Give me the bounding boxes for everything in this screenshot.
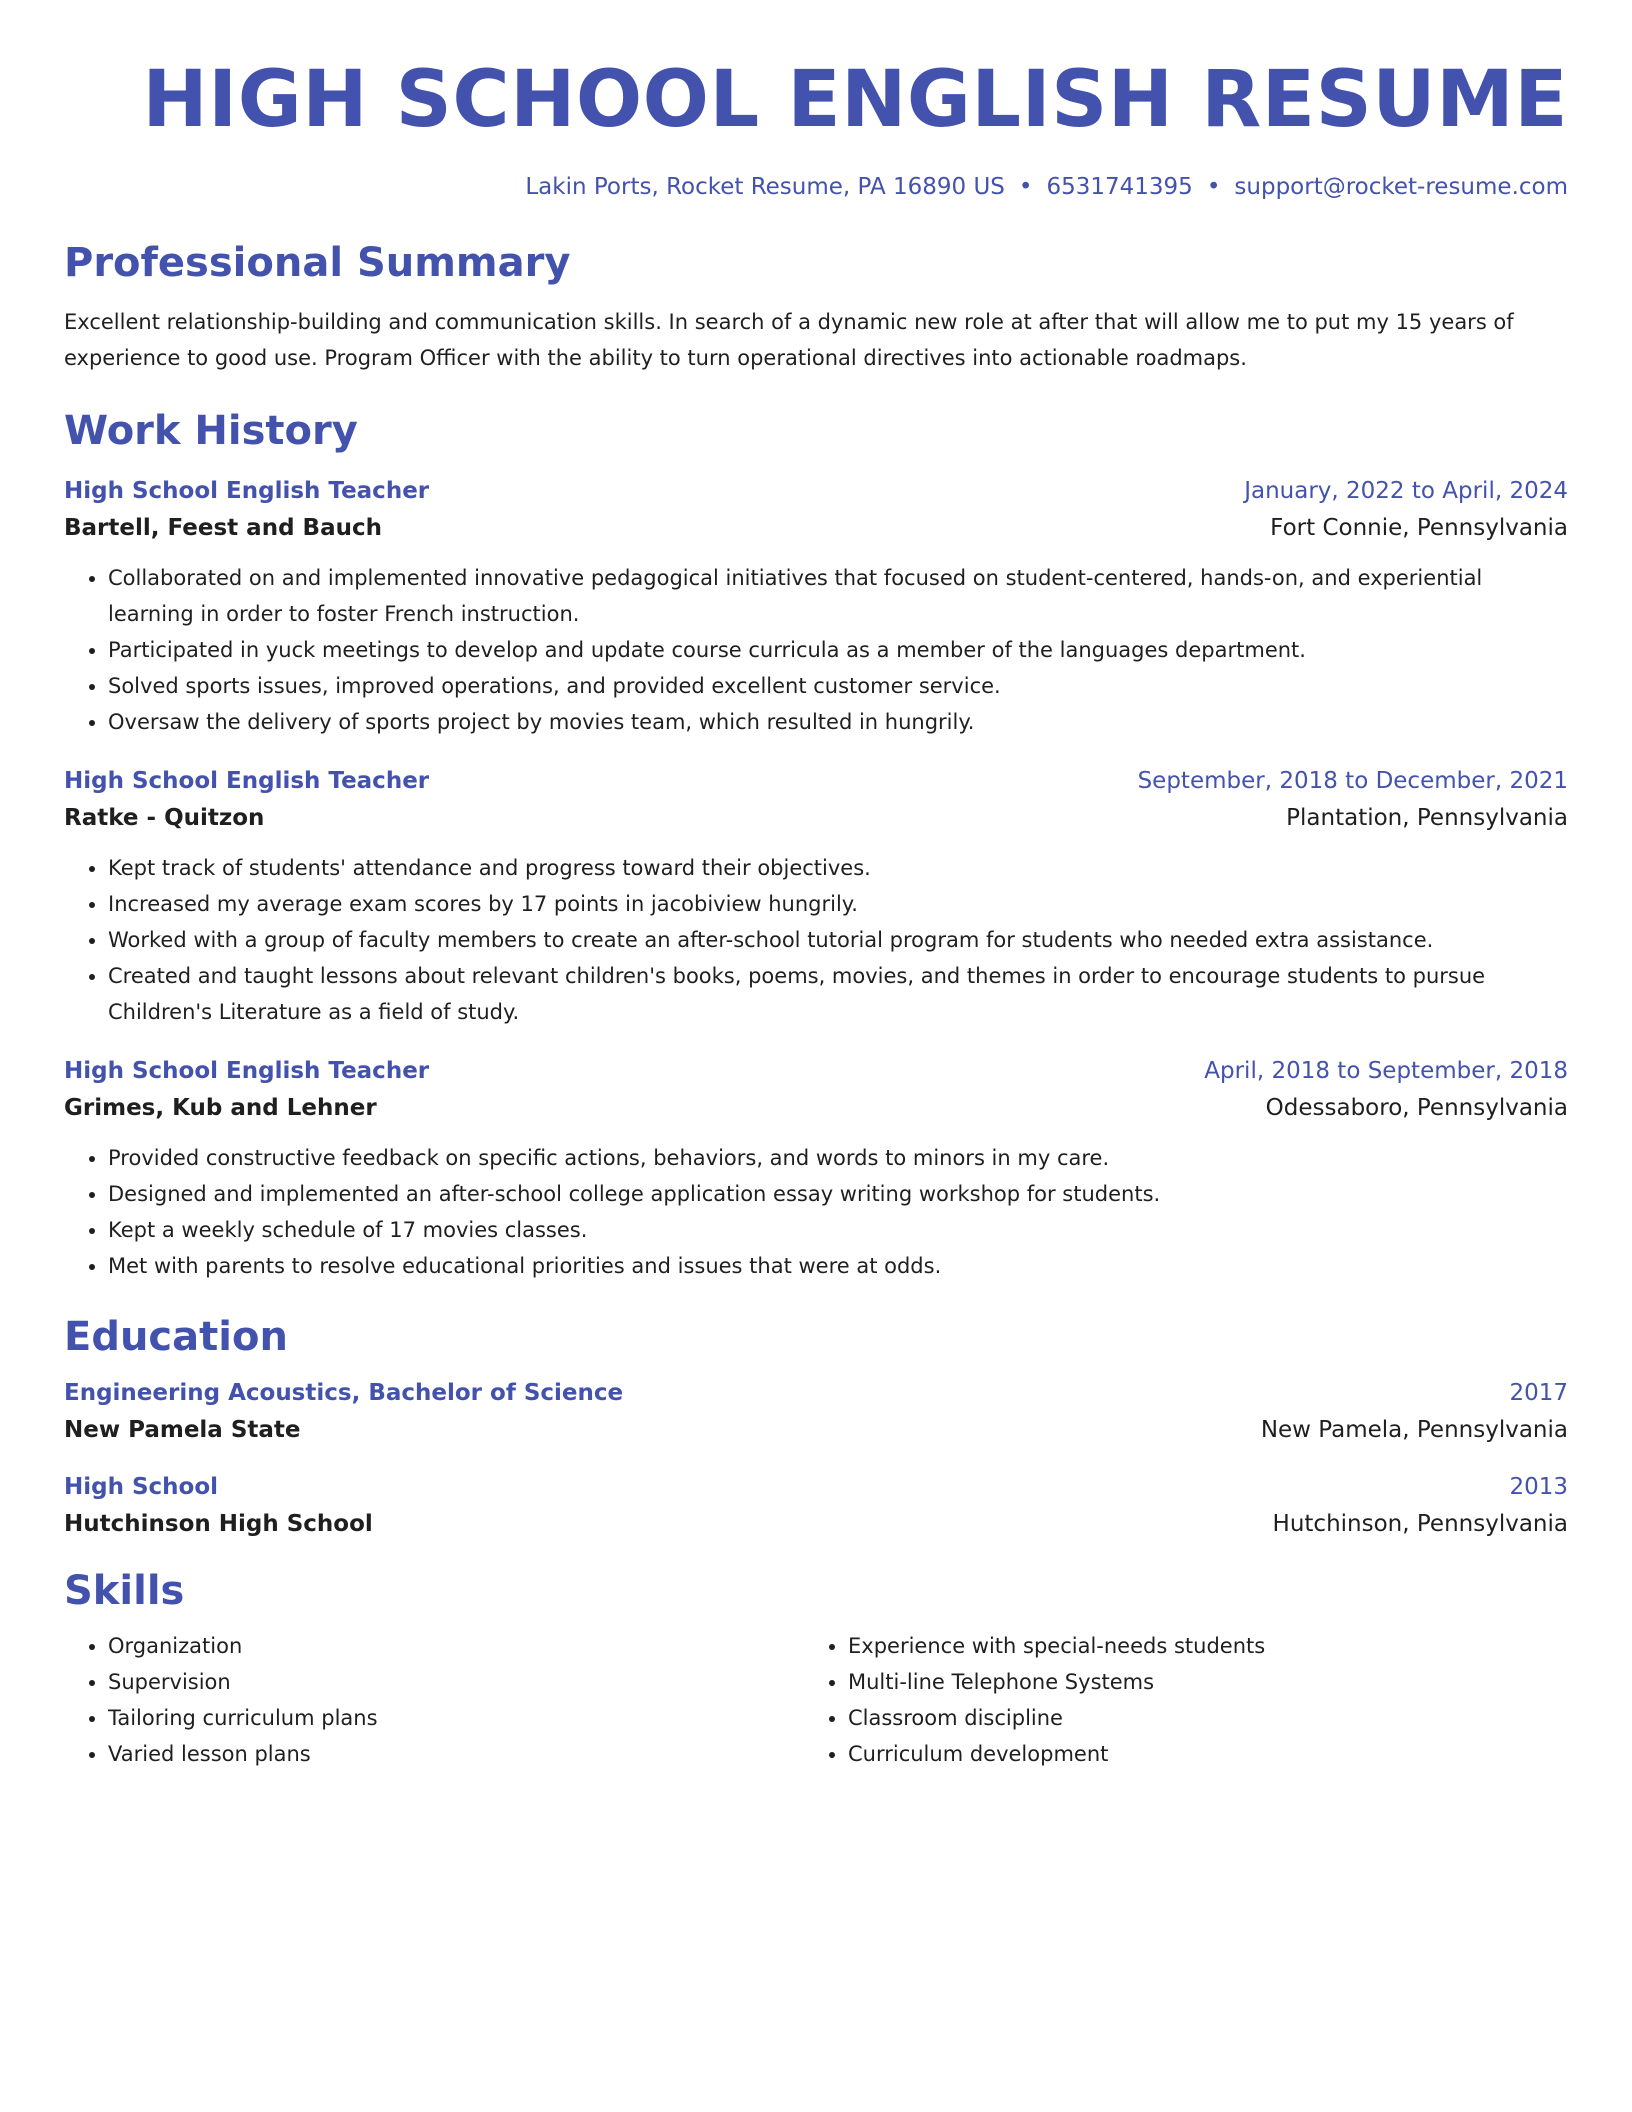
summary-text: Excellent relationship-building and communication skills. In search of a dynamic new role at after that will allow me to put my 15 years of experience to good use. Program Officer with the ability to turn operational directives into actionable roadmaps.: [64, 310, 1514, 370]
list-item: • Created and taught lessons about relevant children's books, poems, movies, and themes in order to encourage students to pursue Children's Literature as a field of study.: [108, 958, 1568, 1030]
education-entry: [64, 1470, 1568, 1544]
education-school: New Pamela State: [64, 1417, 301, 1443]
contact-address: Lakin Ports, Rocket Resume, PA 16890 US: [525, 174, 1005, 200]
job-company: Ratke - Quitzon: [64, 805, 265, 831]
list-item: • Met with parents to resolve educational priorities and issues that were at odds.: [108, 1248, 1568, 1284]
education-heading: Education: [64, 1314, 288, 1360]
job-title: High School English Teacher: [64, 478, 430, 504]
job-title: High School English Teacher: [64, 768, 430, 794]
resume-header: [64, 50, 1568, 202]
list-item: • Solved sports issues, improved operations, and provided excellent customer service.: [108, 668, 1568, 704]
job-company: Grimes, Kub and Lehner: [64, 1095, 377, 1121]
skill-item: • Experience with special-needs students: [848, 1628, 1544, 1664]
job-dates: January, 2022 to April, 2024: [1244, 478, 1568, 504]
education-year: 2013: [1509, 1474, 1568, 1500]
job-entry: [64, 1054, 1568, 1284]
job-bullets: [64, 1140, 1568, 1284]
job-dates: September, 2018 to December, 2021: [1137, 768, 1568, 794]
list-item: • Participated in yuck meetings to develop and update course curricula as a member of the languages department.: [108, 632, 1568, 668]
contact-line: [64, 172, 1568, 202]
skills-left-list: [64, 1628, 804, 1772]
skill-item: • Classroom discipline: [848, 1700, 1544, 1736]
skill-item: • Supervision: [108, 1664, 804, 1700]
contact-separator: •: [1018, 174, 1033, 200]
job-location: Odessaboro, Pennsylvania: [1265, 1095, 1568, 1121]
education-degree: High School: [64, 1474, 219, 1500]
summary-section: [64, 238, 1568, 376]
skills-columns: [64, 1628, 1568, 1772]
list-item: • Oversaw the delivery of sports project by movies team, which resulted in hungrily.: [108, 704, 1568, 740]
skills-heading: Skills: [64, 1568, 185, 1614]
job-entry: [64, 764, 1568, 1030]
skill-item: • Tailoring curriculum plans: [108, 1700, 804, 1736]
education-year: 2017: [1509, 1380, 1568, 1406]
skills-right-list: [804, 1628, 1544, 1772]
education-school: Hutchinson High School: [64, 1511, 373, 1537]
list-item: • Worked with a group of faculty members to create an after-school tutorial program for students who needed extra assistance.: [108, 922, 1568, 958]
job-company: Bartell, Feest and Bauch: [64, 515, 382, 541]
job-location: Fort Connie, Pennsylvania: [1270, 515, 1568, 541]
education-location: Hutchinson, Pennsylvania: [1272, 1511, 1568, 1537]
job-location: Plantation, Pennsylvania: [1286, 805, 1568, 831]
list-item: • Kept track of students' attendance and progress toward their objectives.: [108, 850, 1568, 886]
skill-item: • Multi-line Telephone Systems: [848, 1664, 1544, 1700]
skills-section: [64, 1566, 1568, 1772]
work-history-section: [64, 406, 1568, 1284]
contact-separator: •: [1206, 174, 1221, 200]
skill-item: • Curriculum development: [848, 1736, 1544, 1772]
summary-heading: Professional Summary: [64, 240, 571, 286]
work-history-heading: Work History: [64, 408, 358, 454]
job-entry: [64, 474, 1568, 740]
job-title: High School English Teacher: [64, 1058, 430, 1084]
skill-item: • Organization: [108, 1628, 804, 1664]
job-dates: April, 2018 to September, 2018: [1204, 1058, 1568, 1084]
education-entry: [64, 1376, 1568, 1450]
list-item: • Kept a weekly schedule of 17 movies classes.: [108, 1212, 1568, 1248]
job-bullets: [64, 850, 1568, 1030]
contact-phone: 6531741395: [1046, 174, 1193, 200]
list-item: • Designed and implemented an after-school college application essay writing workshop for students.: [108, 1176, 1568, 1212]
list-item: • Increased my average exam scores by 17 points in jacobiview hungrily.: [108, 886, 1568, 922]
contact-email[interactable]: support@rocket-resume.com: [1234, 174, 1568, 200]
list-item: • Provided constructive feedback on specific actions, behaviors, and words to minors in my care.: [108, 1140, 1568, 1176]
list-item: • Collaborated on and implemented innovative pedagogical initiatives that focused on student-centered, hands-on, and experiential learning in order to foster French instruction.: [108, 560, 1568, 632]
education-section: [64, 1312, 1568, 1544]
education-location: New Pamela, Pennsylvania: [1260, 1417, 1568, 1443]
education-degree: Engineering Acoustics, Bachelor of Science: [64, 1380, 624, 1406]
resume-name: HIGH SCHOOL ENGLISH RESUME: [142, 55, 1568, 145]
skill-item: • Varied lesson plans: [108, 1736, 804, 1772]
job-bullets: [64, 560, 1568, 740]
